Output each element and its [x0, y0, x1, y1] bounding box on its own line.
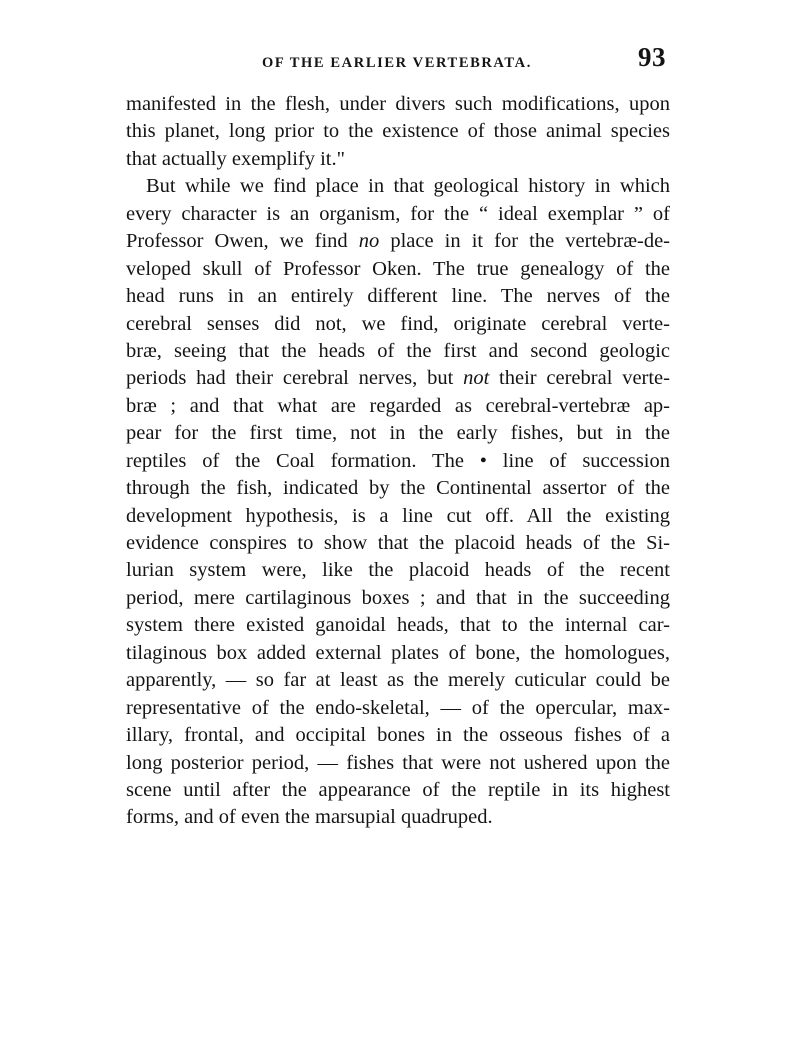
text-line: period, mere cartilaginous boxes ; and that in the succeeding	[126, 586, 670, 609]
text-line: manifested in the flesh, under divers such modifications, upon	[126, 93, 670, 115]
text-line: development hypothesis, is a line cut off. All the existing	[126, 504, 670, 527]
text-line: this planet, long prior to the existence of those animal species	[126, 120, 670, 143]
running-head: OF THE EARLIER VERTEBRATA.	[262, 55, 532, 71]
text-line: But while we find place in that geological history in which	[146, 175, 670, 198]
text-line: veloped skull of Professor Oken. The true genealogy of the	[126, 257, 670, 280]
text-line: pear for the first time, not in the early fishes, but in the	[126, 422, 670, 445]
paragraph-1	[126, 91, 670, 173]
paragraph-2	[126, 173, 670, 832]
text-line: periods had their cerebral nerves, but not their cerebral verte-	[126, 367, 670, 390]
text-line: long posterior period, — fishes that were not ushered upon the	[126, 751, 670, 774]
text-line: bræ ; and that what are regarded as cerebral-vertebræ ap-	[126, 394, 670, 417]
text-line: system there existed ganoidal heads, that to the internal car-	[126, 614, 670, 637]
text-line: evidence conspires to show that the placoid heads of the Si-	[126, 532, 670, 554]
text-line: illary, frontal, and occipital bones in the osseous fishes of a	[126, 724, 670, 747]
text-line: Professor Owen, we find no place in it for the vertebræ-de-	[126, 230, 670, 253]
body-text	[126, 91, 670, 832]
text-line: reptiles of the Coal formation. The • line of succession	[126, 449, 670, 472]
page-number: 93	[638, 42, 666, 72]
emphasis: not	[463, 367, 490, 390]
text-line: tilaginous box added external plates of bone, the homologues,	[126, 641, 670, 664]
text-line: that actually exemplify it."	[126, 147, 345, 170]
text-line: scene until after the appearance of the reptile in its highest	[126, 778, 670, 801]
text-line: forms, and of even the marsupial quadruped.	[126, 806, 493, 829]
text-line: cerebral senses did not, we find, originate cerebral verte-	[126, 312, 670, 335]
text-line: through the fish, indicated by the Continental assertor of the	[126, 477, 670, 500]
text-line: every character is an organism, for the “ ideal exemplar ” of	[126, 202, 670, 225]
text-line: representative of the endo-skeletal, — of the opercular, max-	[126, 696, 670, 719]
text-line: head runs in an entirely different line. The nerves of the	[126, 285, 670, 308]
text-line: apparently, — so far at least as the merely cuticular could be	[126, 669, 670, 692]
text-line: lurian system were, like the placoid heads of the recent	[126, 559, 670, 582]
text-line: bræ, seeing that the heads of the first and second geologic	[126, 339, 670, 362]
emphasis: no	[358, 230, 380, 253]
